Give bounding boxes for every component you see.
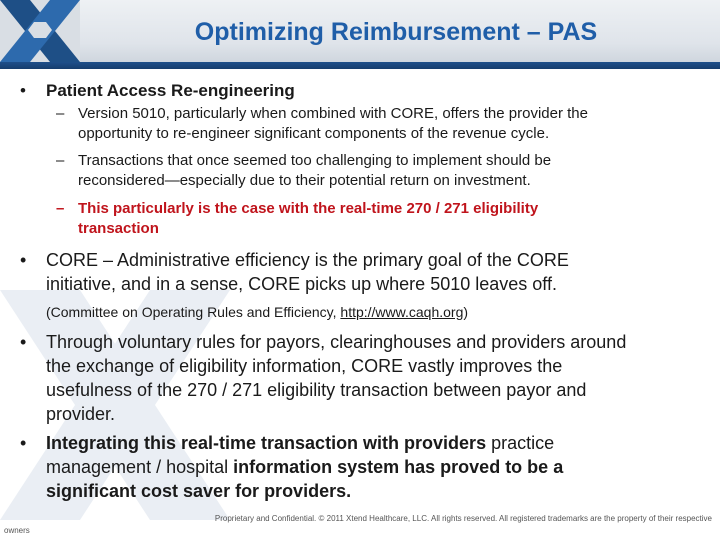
sub-bullet-line: transaction [78, 220, 159, 237]
bullet-line: provider. [46, 404, 116, 424]
footer-legal-tail: owners [4, 526, 30, 535]
bullet-integrating [20, 431, 710, 503]
bullet-line: usefulness of the 270 / 271 eligibility transaction between payor and [46, 380, 587, 400]
bullet-bold-text: Integrating this real-time transaction with providers [46, 433, 487, 453]
sub-bullet-line: Transactions that once seemed too challenging to implement should be [78, 152, 552, 169]
bullet-normal-text: management / hospital [46, 457, 234, 477]
bullet-patient-access [20, 80, 700, 102]
note-suffix: ) [463, 304, 469, 320]
sub-bullet-line: This particularly is the case with the real-time 270 / 271 eligibility [78, 200, 539, 217]
footer-legal: Proprietary and Confidential. © 2011 Xtend Healthcare, LLC. All rights reserved. All registered trademarks are the property of their respective [214, 514, 712, 523]
bullet-marker: • [20, 332, 27, 352]
bullet-core [20, 248, 700, 296]
bullet-line: the exchange of eligibility information, CORE vastly improves the [46, 356, 563, 376]
bullet-marker: • [20, 433, 27, 453]
sub-bullet-line: reconsidered—especially due to their potential return on investment. [78, 172, 531, 189]
sub-bullet-marker: – [56, 200, 65, 217]
bullet-normal-text: practice [486, 433, 555, 453]
bullet-line: Through voluntary rules for payors, clearinghouses and providers around [46, 332, 627, 352]
bullet-marker: • [20, 250, 27, 270]
sub-bullet-line: opportunity to re-engineer significant components of the revenue cycle. [78, 125, 550, 142]
bullet-line [46, 455, 563, 479]
sub-bullet-real-time-highlight [56, 199, 706, 239]
sub-bullet-version-5010 [56, 104, 706, 144]
bullet-text: Patient Access Re-engineering [46, 81, 295, 100]
core-note [46, 303, 706, 321]
page-title: Optimizing Reimbursement – PAS [194, 18, 598, 46]
note-prefix: (Committee on Operating Rules and Efficiency, [46, 304, 341, 320]
sub-bullet-transactions [56, 151, 706, 191]
sub-bullet-marker: – [56, 105, 65, 122]
bullet-line: significant cost saver for providers. [46, 481, 352, 501]
bullet-voluntary-rules [20, 330, 710, 426]
sub-bullet-line: Version 5010, particularly when combined with CORE, offers the provider the [78, 105, 588, 122]
bullet-line: CORE – Administrative efficiency is the primary goal of the CORE [46, 250, 569, 270]
caqh-link[interactable]: http://www.caqh.org [340, 304, 464, 320]
bullet-bold-text: information system has proved to be a [233, 457, 564, 477]
sub-bullet-marker: – [56, 152, 65, 169]
bullet-marker: • [20, 81, 26, 100]
bullet-line [46, 431, 554, 455]
bullet-line: initiative, and in a sense, CORE picks up where 5010 leaves off. [46, 274, 557, 294]
